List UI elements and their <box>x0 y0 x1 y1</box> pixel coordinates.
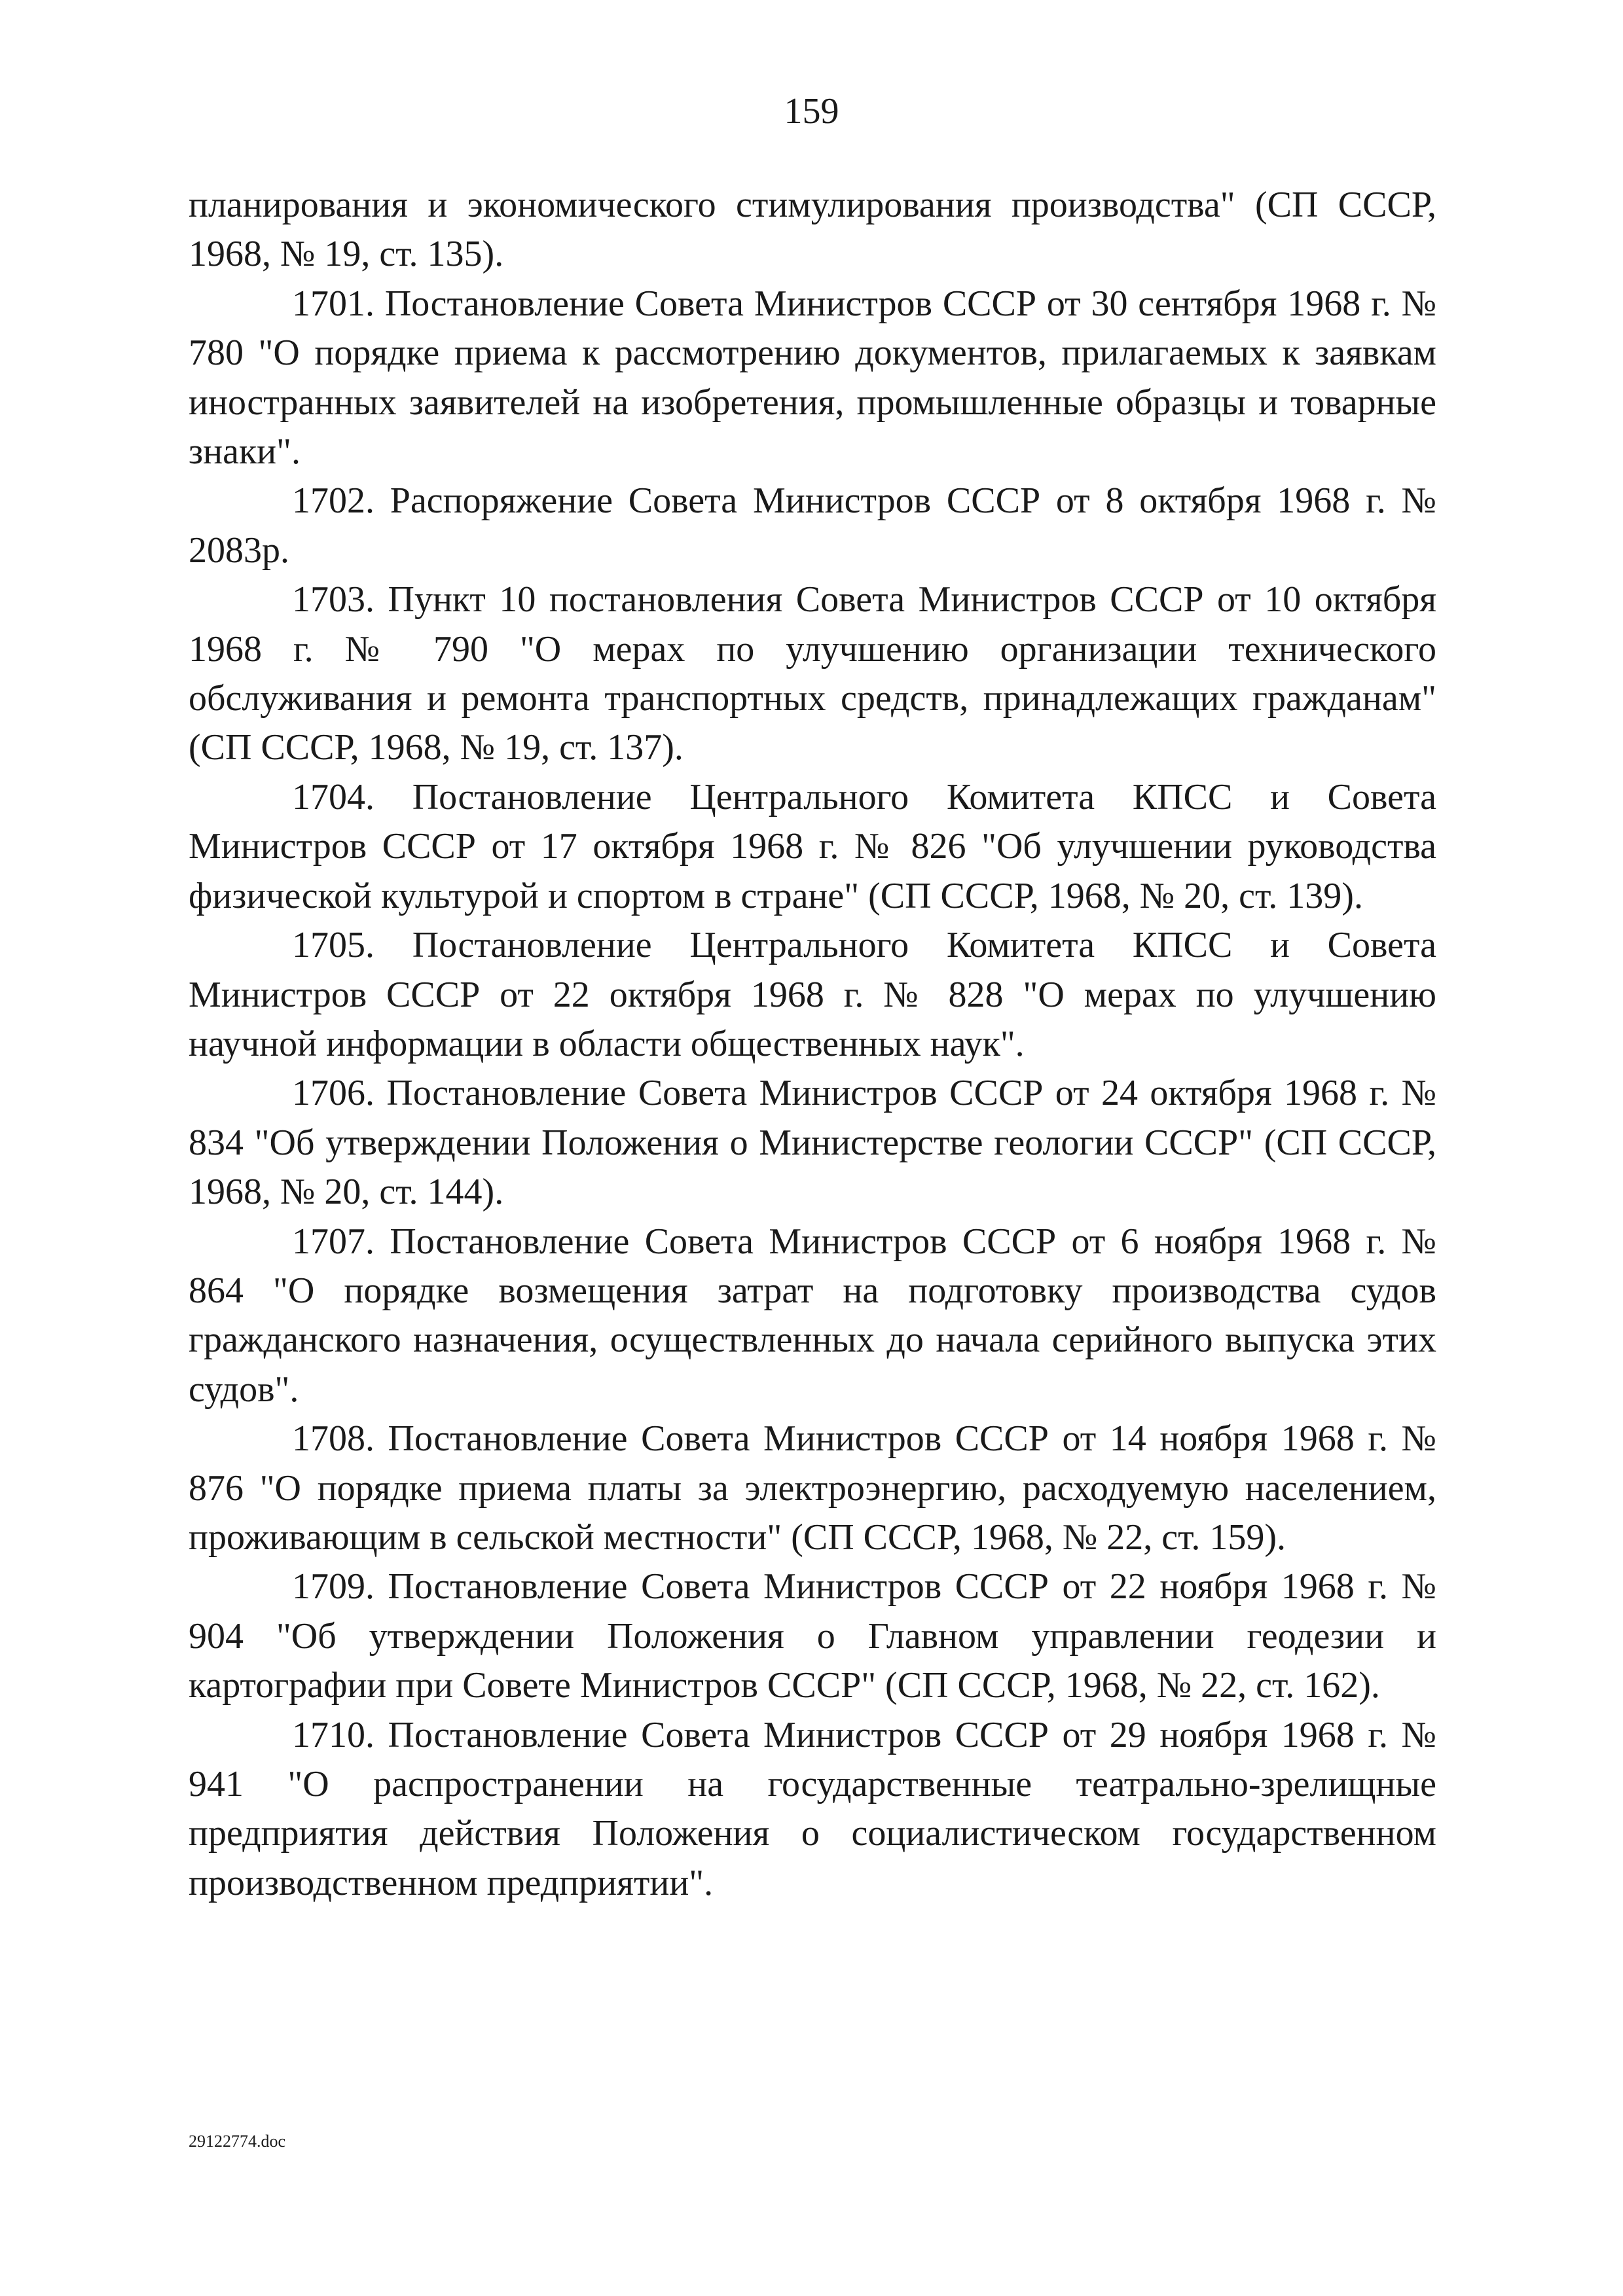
paragraph-1701: 1701. Постановление Совета Министров СССР от 30 сентября 1968 г. № 780 "О порядке приема к рассмотрению документов, прилагаемых к заявкам иностранных заявителей на изобретения, промышленные образцы и товарные знаки". <box>189 283 1436 473</box>
paragraph-1703: 1703. Пункт 10 постановления Совета Министров СССР от 10 октября 1968 г. № 790 "О мерах по улучшению организации технического обслуживания и ремонта транспортных средств, принадлежащих гражданам" (СП СССР, 1968, № 19, ст. 137). <box>189 579 1436 768</box>
paragraph-1709: 1709. Постановление Совета Министров СССР от 22 ноября 1968 г. № 904 "Об утверждении Положения о Главном управлении геодезии и картографии при Совете Министров СССР" (СП СССР, 1968, № 22, ст. 162). <box>189 1566 1436 1706</box>
paragraph-1704: 1704. Постановление Центрального Комитета КПСС и Совета Министров СССР от 17 октября 1968 г. № 826 "Об улучшении руководства физической культурой и спортом в стране" (СП СССР, 1968, № 20, ст. 139). <box>189 776 1436 916</box>
footer-filename: 29122774.doc <box>189 2132 286 2151</box>
paragraph-continuation: планирования и экономического стимулирования производства" (СП СССР, 1968, № 19, ст. 135). <box>189 185 1436 275</box>
page-number: 159 <box>784 91 839 132</box>
paragraph-1702: 1702. Распоряжение Совета Министров СССР от 8 октября 1968 г. № 2083р. <box>189 480 1436 571</box>
paragraph-1708: 1708. Постановление Совета Министров СССР от 14 ноября 1968 г. № 876 "О порядке приема платы за электроэнергию, расходуемую населением, проживающим в сельской местности" (СП СССР, 1968, № 22, ст. 159). <box>189 1418 1436 1558</box>
paragraph-1707: 1707. Постановление Совета Министров СССР от 6 ноября 1968 г. № 864 "О порядке возмещения затрат на подготовку производства судов гражданского назначения, осуществленных до начала серийного выпуска этих судов". <box>189 1221 1436 1410</box>
paragraph-1706: 1706. Постановление Совета Министров СССР от 24 октября 1968 г. № 834 "Об утверждении Положения о Министерстве геологии СССР" (СП СССР, 1968, № 20, ст. 144). <box>189 1073 1436 1213</box>
paragraph-1710: 1710. Постановление Совета Министров СССР от 29 ноября 1968 г. № 941 "О распространении на государственные театрально-зрелищные предприятия действия Положения о социалистическом государственном производственном предприятии". <box>189 1714 1436 1903</box>
paragraph-1705: 1705. Постановление Центрального Комитета КПСС и Совета Министров СССР от 22 октября 1968 г. № 828 "О мерах по улучшению научной информации в области общественных наук". <box>189 925 1436 1064</box>
document-body <box>189 181 1436 1908</box>
